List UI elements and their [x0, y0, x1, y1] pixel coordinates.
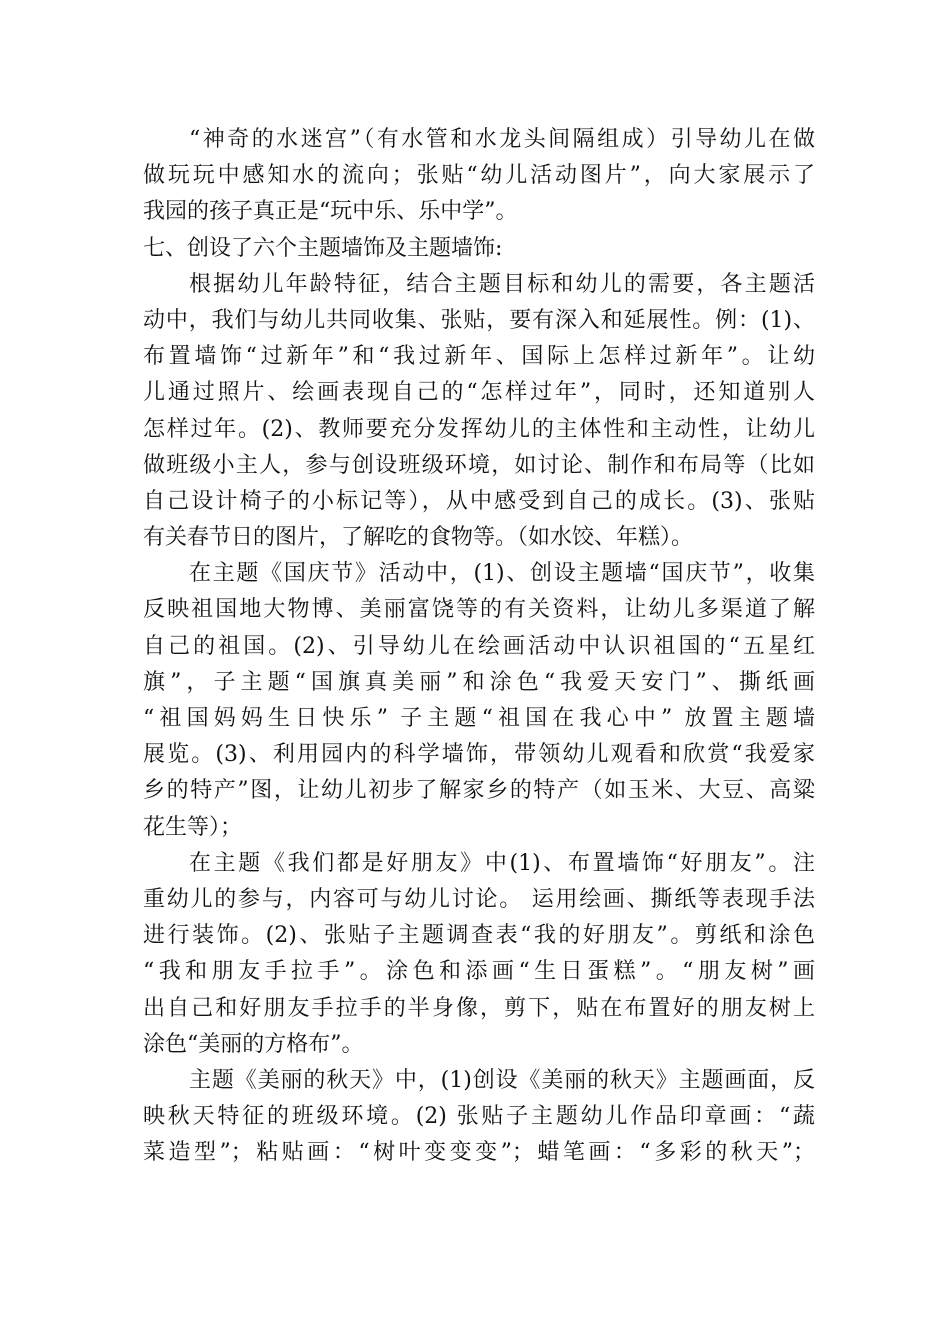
paragraph-first-line: 在主题《我们都是好朋友》中(1)、布置墙饰“好朋友”。注	[189, 850, 815, 876]
text-line: 进行装饰。(2)、张贴子主题调查表“我的好朋友”。剪纸和涂色	[143, 923, 815, 949]
text-line: 七、创设了六个主题墙饰及主题墙饰:	[143, 235, 503, 261]
text-line: 布置墙饰“过新年”和“我过新年、国际上怎样过新年”。让幼	[143, 344, 815, 370]
text-line: 自己的祖国。(2)、引导幼儿在绘画活动中认识祖国的“五星红	[143, 633, 815, 659]
text-line: 我园的孩子真正是“玩中乐、乐中学”。	[143, 199, 518, 225]
text-line: 涂色“美丽的方格布”。	[143, 1031, 364, 1057]
text-line: 映秋天特征的班级环境。(2) 张贴子主题幼儿作品印章画：“蔬	[143, 1104, 815, 1130]
text-line: 花生等）；	[143, 814, 243, 840]
text-line: 有关春节日的图片，了解吃的食物等。（如水饺、年糕）。	[143, 525, 694, 551]
paragraph-first-line: 主题《美丽的秋天》中，(1)创设《美丽的秋天》主题画面，反	[189, 1067, 815, 1093]
text-line: 怎样过年。(2)、教师要充分发挥幼儿的主体性和主动性，让幼儿	[143, 416, 815, 442]
text-line: 反映祖国地大物博、美丽富饶等的有关资料，让幼儿多渠道了解	[143, 597, 815, 623]
text-line: 旗”，子主题“国旗真美丽”和涂色“我爱天安门”、撕纸画	[143, 669, 815, 695]
text-line: 重幼儿的参与，内容可与幼儿讨论。 运用绘画、撕纸等表现手法	[143, 886, 815, 912]
text-line: “祖国妈妈生日快乐” 子主题“祖国在我心中” 放置主题墙	[143, 706, 815, 731]
paragraph-first-line: 根据幼儿年龄特征，结合主题目标和幼儿的需要，各主题活	[189, 271, 815, 297]
text-line: 做玩玩中感知水的流向；张贴“幼儿活动图片”，向大家展示了	[143, 163, 815, 189]
text-line: 儿通过照片、绘画表现自己的“怎样过年”，同时，还知道别人	[143, 380, 815, 406]
text-line: 展览。(3)、利用园内的科学墙饰，带领幼儿观看和欣赏“我爱家	[143, 742, 815, 768]
paragraph-first-line: 在主题《国庆节》活动中，(1)、创设主题墙“国庆节”，收集	[189, 561, 815, 587]
text-line: 动中，我们与幼儿共同收集、张贴，要有深入和延展性。例：(1)、	[143, 307, 815, 333]
text-line: 自己设计椅子的小标记等），从中感受到自己的成长。(3)、张贴	[143, 488, 815, 514]
text-line: 出自己和好朋友手拉手的半身像，剪下，贴在布置好的朋友树上	[143, 995, 815, 1021]
text-line: 做班级小主人，参与创设班级环境，如讨论、制作和布局等（比如	[143, 452, 815, 478]
text-line: 乡的特产”图，让幼儿初步了解家乡的特产（如玉米、大豆、高粱	[143, 778, 815, 804]
text-line: “我和朋友手拉手”。涂色和添画“生日蛋糕”。“朋友树”画	[143, 959, 815, 985]
document-page	[143, 122, 815, 1171]
text-line: 菜造型”；粘贴画：“树叶变变变”；蜡笔画：“多彩的秋天”；	[143, 1140, 815, 1166]
document-body-text	[143, 122, 815, 1171]
paragraph-first-line: “神奇的水迷宫”（有水管和水龙头间隔组成）引导幼儿在做	[189, 127, 815, 152]
